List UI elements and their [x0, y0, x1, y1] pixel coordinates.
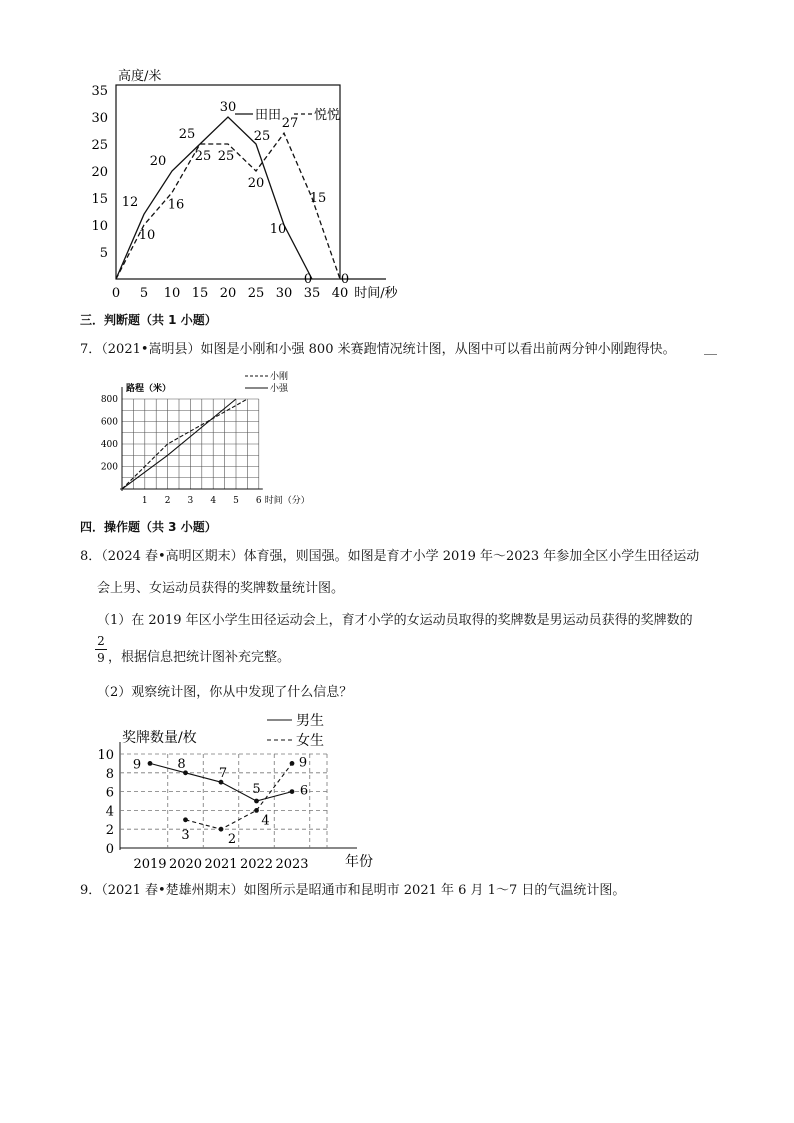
- x-tick-label: 20: [219, 286, 237, 301]
- y-tick-label: 35: [91, 84, 108, 99]
- fraction-two-ninths: [95, 634, 107, 665]
- y-tick-label: 15: [91, 192, 108, 207]
- data-point-boys: [254, 799, 259, 804]
- data-label-girls: 2: [227, 832, 237, 848]
- question-8-part-1-line-1: （1）在 2019 年区小学生田径运动会上，育才小学的女运动员取得的奖牌数是男运动员获得的奖牌数的: [97, 613, 693, 628]
- legend-xiaogang-label: 小刚: [270, 372, 289, 382]
- y-tick-label: 800: [100, 395, 118, 405]
- y-tick-label: 600: [100, 417, 118, 428]
- x-tick-label: 2019: [133, 857, 167, 872]
- x-axis-label: 时间（分）: [264, 496, 310, 506]
- data-label-boys: 7: [218, 766, 228, 782]
- fraction-numerator: 2: [97, 634, 105, 648]
- y-axis-label: 奖牌数量/枚: [122, 730, 197, 746]
- y-tick-label: 200: [100, 462, 118, 473]
- data-label-tiantian: 25: [253, 129, 271, 144]
- data-label-tiantian: 10: [269, 222, 287, 237]
- question-7-answer-blank[interactable]: ＿: [704, 342, 718, 357]
- data-label-yueyue: 27: [281, 116, 299, 132]
- x-tick-label: 10: [163, 286, 181, 301]
- data-label-boys: 6: [299, 783, 309, 799]
- x-tick-label: 2021: [204, 857, 238, 872]
- data-label-boys: 9: [132, 757, 142, 773]
- y-tick-label: 2: [105, 823, 114, 839]
- data-label-yueyue: 15: [309, 191, 327, 206]
- data-label-tiantian: 20: [149, 154, 167, 169]
- legend-tiantian-label: 田田: [255, 108, 282, 123]
- data-label-tiantian: 0: [303, 272, 313, 287]
- fraction-denominator: 9: [97, 651, 105, 665]
- series-line-tiantian: [116, 117, 312, 279]
- section-operation: 四．操作题（共 3 小题）: [80, 520, 217, 534]
- y-tick-label: 8: [105, 766, 114, 782]
- y-tick-label: 30: [91, 111, 108, 126]
- data-point-boys: [148, 761, 153, 766]
- data-label-yueyue: 10: [138, 228, 156, 243]
- data-label-boys: 5: [252, 782, 261, 797]
- legend-yueyue-label: 悦悦: [314, 108, 341, 123]
- y-tick-label: 400: [100, 440, 118, 450]
- data-point-girls: [254, 808, 259, 813]
- x-tick-label: 4: [210, 496, 217, 506]
- x-tick-label: 0: [111, 286, 121, 301]
- data-label-tiantian: 25: [178, 127, 196, 142]
- x-tick-label: 25: [247, 286, 265, 301]
- medal-count-chart: [90, 708, 373, 873]
- x-tick-label: 5: [139, 286, 149, 301]
- x-tick-label: 30: [275, 286, 293, 301]
- y-axis-label: 高度/米: [118, 69, 162, 84]
- x-tick-label: 3: [187, 496, 194, 506]
- data-label-yueyue: 0: [340, 272, 350, 287]
- x-tick-label: 2023: [275, 857, 309, 872]
- height-time-chart: [80, 69, 420, 305]
- y-tick-label: 4: [105, 804, 114, 820]
- data-point-girls: [290, 761, 295, 766]
- question-9-text: 9．（2021 春•楚雄州期末）如图所示是昭通市和昆明市 2021 年 6 月 1～7 日的气温统计图。: [80, 883, 626, 898]
- data-label-girls: 3: [181, 827, 190, 843]
- fraction-bar: [95, 649, 107, 650]
- y-tick-label: 10: [91, 219, 108, 234]
- x-tick-label: 1: [141, 496, 148, 506]
- data-label-boys: 8: [177, 756, 186, 772]
- data-point-boys: [290, 789, 295, 794]
- x-tick-label: 5: [233, 496, 239, 506]
- data-label-girls: 9: [298, 755, 308, 771]
- data-point-girls: [219, 827, 224, 832]
- data-label-yueyue: 25: [194, 149, 212, 164]
- question-8-line-2: 会上男、女运动员获得的奖牌数量统计图。: [97, 581, 345, 596]
- data-point-girls: [183, 817, 188, 822]
- x-tick-label: 2022: [239, 857, 274, 872]
- legend-girls-label: 女生: [296, 733, 324, 749]
- question-8-part-1-line-2: ，根据信息把统计图补充完整。: [108, 650, 291, 665]
- y-tick-label: 20: [91, 165, 108, 180]
- race-distance-chart: [80, 365, 340, 510]
- question-7-text: 7．（2021•嵩明县）如图是小刚和小强 800 米赛跑情况统计图，从图中可以看出前两分钟小刚跑得快。: [80, 342, 676, 357]
- x-tick-label: 35: [303, 286, 321, 301]
- x-tick-label: 2: [164, 496, 171, 506]
- y-tick-label: 10: [97, 748, 114, 763]
- x-tick-label: 6: [255, 496, 262, 506]
- legend-xiaoqiang-label: 小强: [270, 384, 289, 394]
- x-axis-label: 年份: [345, 854, 373, 870]
- y-tick-label: 5: [99, 246, 108, 261]
- y-tick-label: 25: [91, 138, 108, 153]
- data-label-yueyue: 25: [217, 149, 235, 164]
- x-axis-label: 时间/秒: [354, 286, 398, 301]
- legend-boys-label: 男生: [296, 713, 324, 729]
- y-tick-label: 6: [105, 785, 114, 801]
- data-label-girls: 4: [261, 813, 270, 829]
- data-label-yueyue: 16: [167, 197, 185, 213]
- data-label-tiantian: 12: [121, 195, 139, 211]
- y-tick-label: 0: [105, 842, 114, 857]
- x-tick-label: 15: [191, 286, 209, 301]
- data-label-yueyue: 20: [247, 176, 265, 191]
- section-judgement: 三．判断题（共 1 小题）: [80, 313, 217, 327]
- question-8-part-2: （2）观察统计图，你从中发现了什么信息？: [97, 685, 353, 700]
- y-axis-label: 路程（米）: [126, 384, 172, 394]
- question-8-line-1: 8．（2024 春•高明区期末）体育强，则国强。如图是育才小学 2019 年～2023 年参加全区小学生田径运动: [80, 549, 700, 564]
- x-tick-label: 40: [331, 286, 349, 301]
- data-label-tiantian: 30: [219, 100, 237, 115]
- x-tick-label: 2020: [168, 857, 203, 872]
